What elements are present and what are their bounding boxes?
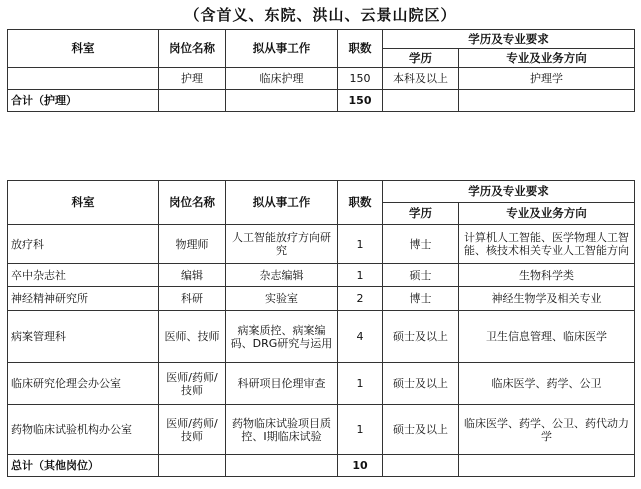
cell-empty xyxy=(383,90,459,112)
header-position: 岗位名称 xyxy=(159,30,226,68)
cell-education: 硕士及以上 xyxy=(383,405,459,455)
cell-work: 临床护理 xyxy=(226,68,338,90)
cell-dept: 神经精神研究所 xyxy=(8,287,159,311)
header-education: 学历 xyxy=(383,49,459,68)
page-title: （含首义、东院、洪山、云景山院区） xyxy=(184,6,457,24)
header-count: 职数 xyxy=(338,30,383,68)
table-row xyxy=(8,68,635,90)
header-dept: 科室 xyxy=(8,181,159,225)
header-major: 专业及业务方向 xyxy=(459,49,635,68)
total-label: 总计（其他岗位） xyxy=(8,455,159,477)
total-label: 合计（护理） xyxy=(8,90,159,112)
header-requirements: 学历及专业要求 xyxy=(383,30,635,49)
cell-position: 物理师 xyxy=(159,225,226,264)
table-row xyxy=(8,287,635,311)
cell-major: 神经生物学及相关专业 xyxy=(459,287,635,311)
cell-education: 硕士及以上 xyxy=(383,363,459,405)
table-row xyxy=(8,264,635,287)
cell-dept xyxy=(8,68,159,90)
cell-major: 计算机人工智能、医学物理人工智能、核技术相关专业人工智能方向 xyxy=(459,225,635,264)
cell-work: 杂志编辑 xyxy=(226,264,338,287)
header-dept: 科室 xyxy=(8,30,159,68)
cell-dept: 放疗科 xyxy=(8,225,159,264)
cell-empty xyxy=(159,455,226,477)
cell-empty xyxy=(459,455,635,477)
cell-count: 1 xyxy=(338,363,383,405)
nursing-table xyxy=(7,29,635,112)
cell-work: 人工智能放疗方向研究 xyxy=(226,225,338,264)
cell-major: 临床医学、药学、公卫 xyxy=(459,363,635,405)
cell-work: 科研项目伦理审查 xyxy=(226,363,338,405)
cell-position: 护理 xyxy=(159,68,226,90)
cell-major: 生物科学类 xyxy=(459,264,635,287)
cell-empty xyxy=(159,90,226,112)
cell-empty xyxy=(459,90,635,112)
total-row xyxy=(8,90,635,112)
cell-education: 博士 xyxy=(383,287,459,311)
cell-education: 博士 xyxy=(383,225,459,264)
cell-work: 实验室 xyxy=(226,287,338,311)
header-position: 岗位名称 xyxy=(159,181,226,225)
header-requirements: 学历及专业要求 xyxy=(383,181,635,203)
cell-education: 本科及以上 xyxy=(383,68,459,90)
cell-major: 护理学 xyxy=(459,68,635,90)
header-count: 职数 xyxy=(338,181,383,225)
cell-work: 药物临床试验项目质控、I期临床试验 xyxy=(226,405,338,455)
cell-empty xyxy=(226,455,338,477)
cell-count: 150 xyxy=(338,68,383,90)
cell-empty xyxy=(383,455,459,477)
cell-count: 4 xyxy=(338,311,383,363)
cell-position: 医师/药师/技师 xyxy=(159,405,226,455)
cell-education: 硕士及以上 xyxy=(383,311,459,363)
cell-dept: 临床研究伦理会办公室 xyxy=(8,363,159,405)
cell-position: 医师/药师/技师 xyxy=(159,363,226,405)
cell-dept: 卒中杂志社 xyxy=(8,264,159,287)
table-row xyxy=(8,311,635,363)
cell-dept: 病案管理科 xyxy=(8,311,159,363)
cell-count: 2 xyxy=(338,287,383,311)
cell-empty xyxy=(226,90,338,112)
cell-dept: 药物临床试验机构办公室 xyxy=(8,405,159,455)
cell-count: 1 xyxy=(338,264,383,287)
header-major: 专业及业务方向 xyxy=(459,203,635,225)
header-education: 学历 xyxy=(383,203,459,225)
table-row xyxy=(8,405,635,455)
header-work: 拟从事工作 xyxy=(226,30,338,68)
cell-count: 1 xyxy=(338,405,383,455)
table-row xyxy=(8,363,635,405)
cell-count: 1 xyxy=(338,225,383,264)
cell-education: 硕士 xyxy=(383,264,459,287)
cell-position: 编辑 xyxy=(159,264,226,287)
other-positions-table xyxy=(7,180,635,477)
cell-work: 病案质控、病案编码、DRG研究与运用 xyxy=(226,311,338,363)
total-row xyxy=(8,455,635,477)
header-work: 拟从事工作 xyxy=(226,181,338,225)
cell-position: 科研 xyxy=(159,287,226,311)
total-count: 150 xyxy=(338,90,383,112)
cell-major: 卫生信息管理、临床医学 xyxy=(459,311,635,363)
table-row xyxy=(8,225,635,264)
cell-position: 医师、技师 xyxy=(159,311,226,363)
total-count: 10 xyxy=(338,455,383,477)
cell-major: 临床医学、药学、公卫、药代动力学 xyxy=(459,405,635,455)
